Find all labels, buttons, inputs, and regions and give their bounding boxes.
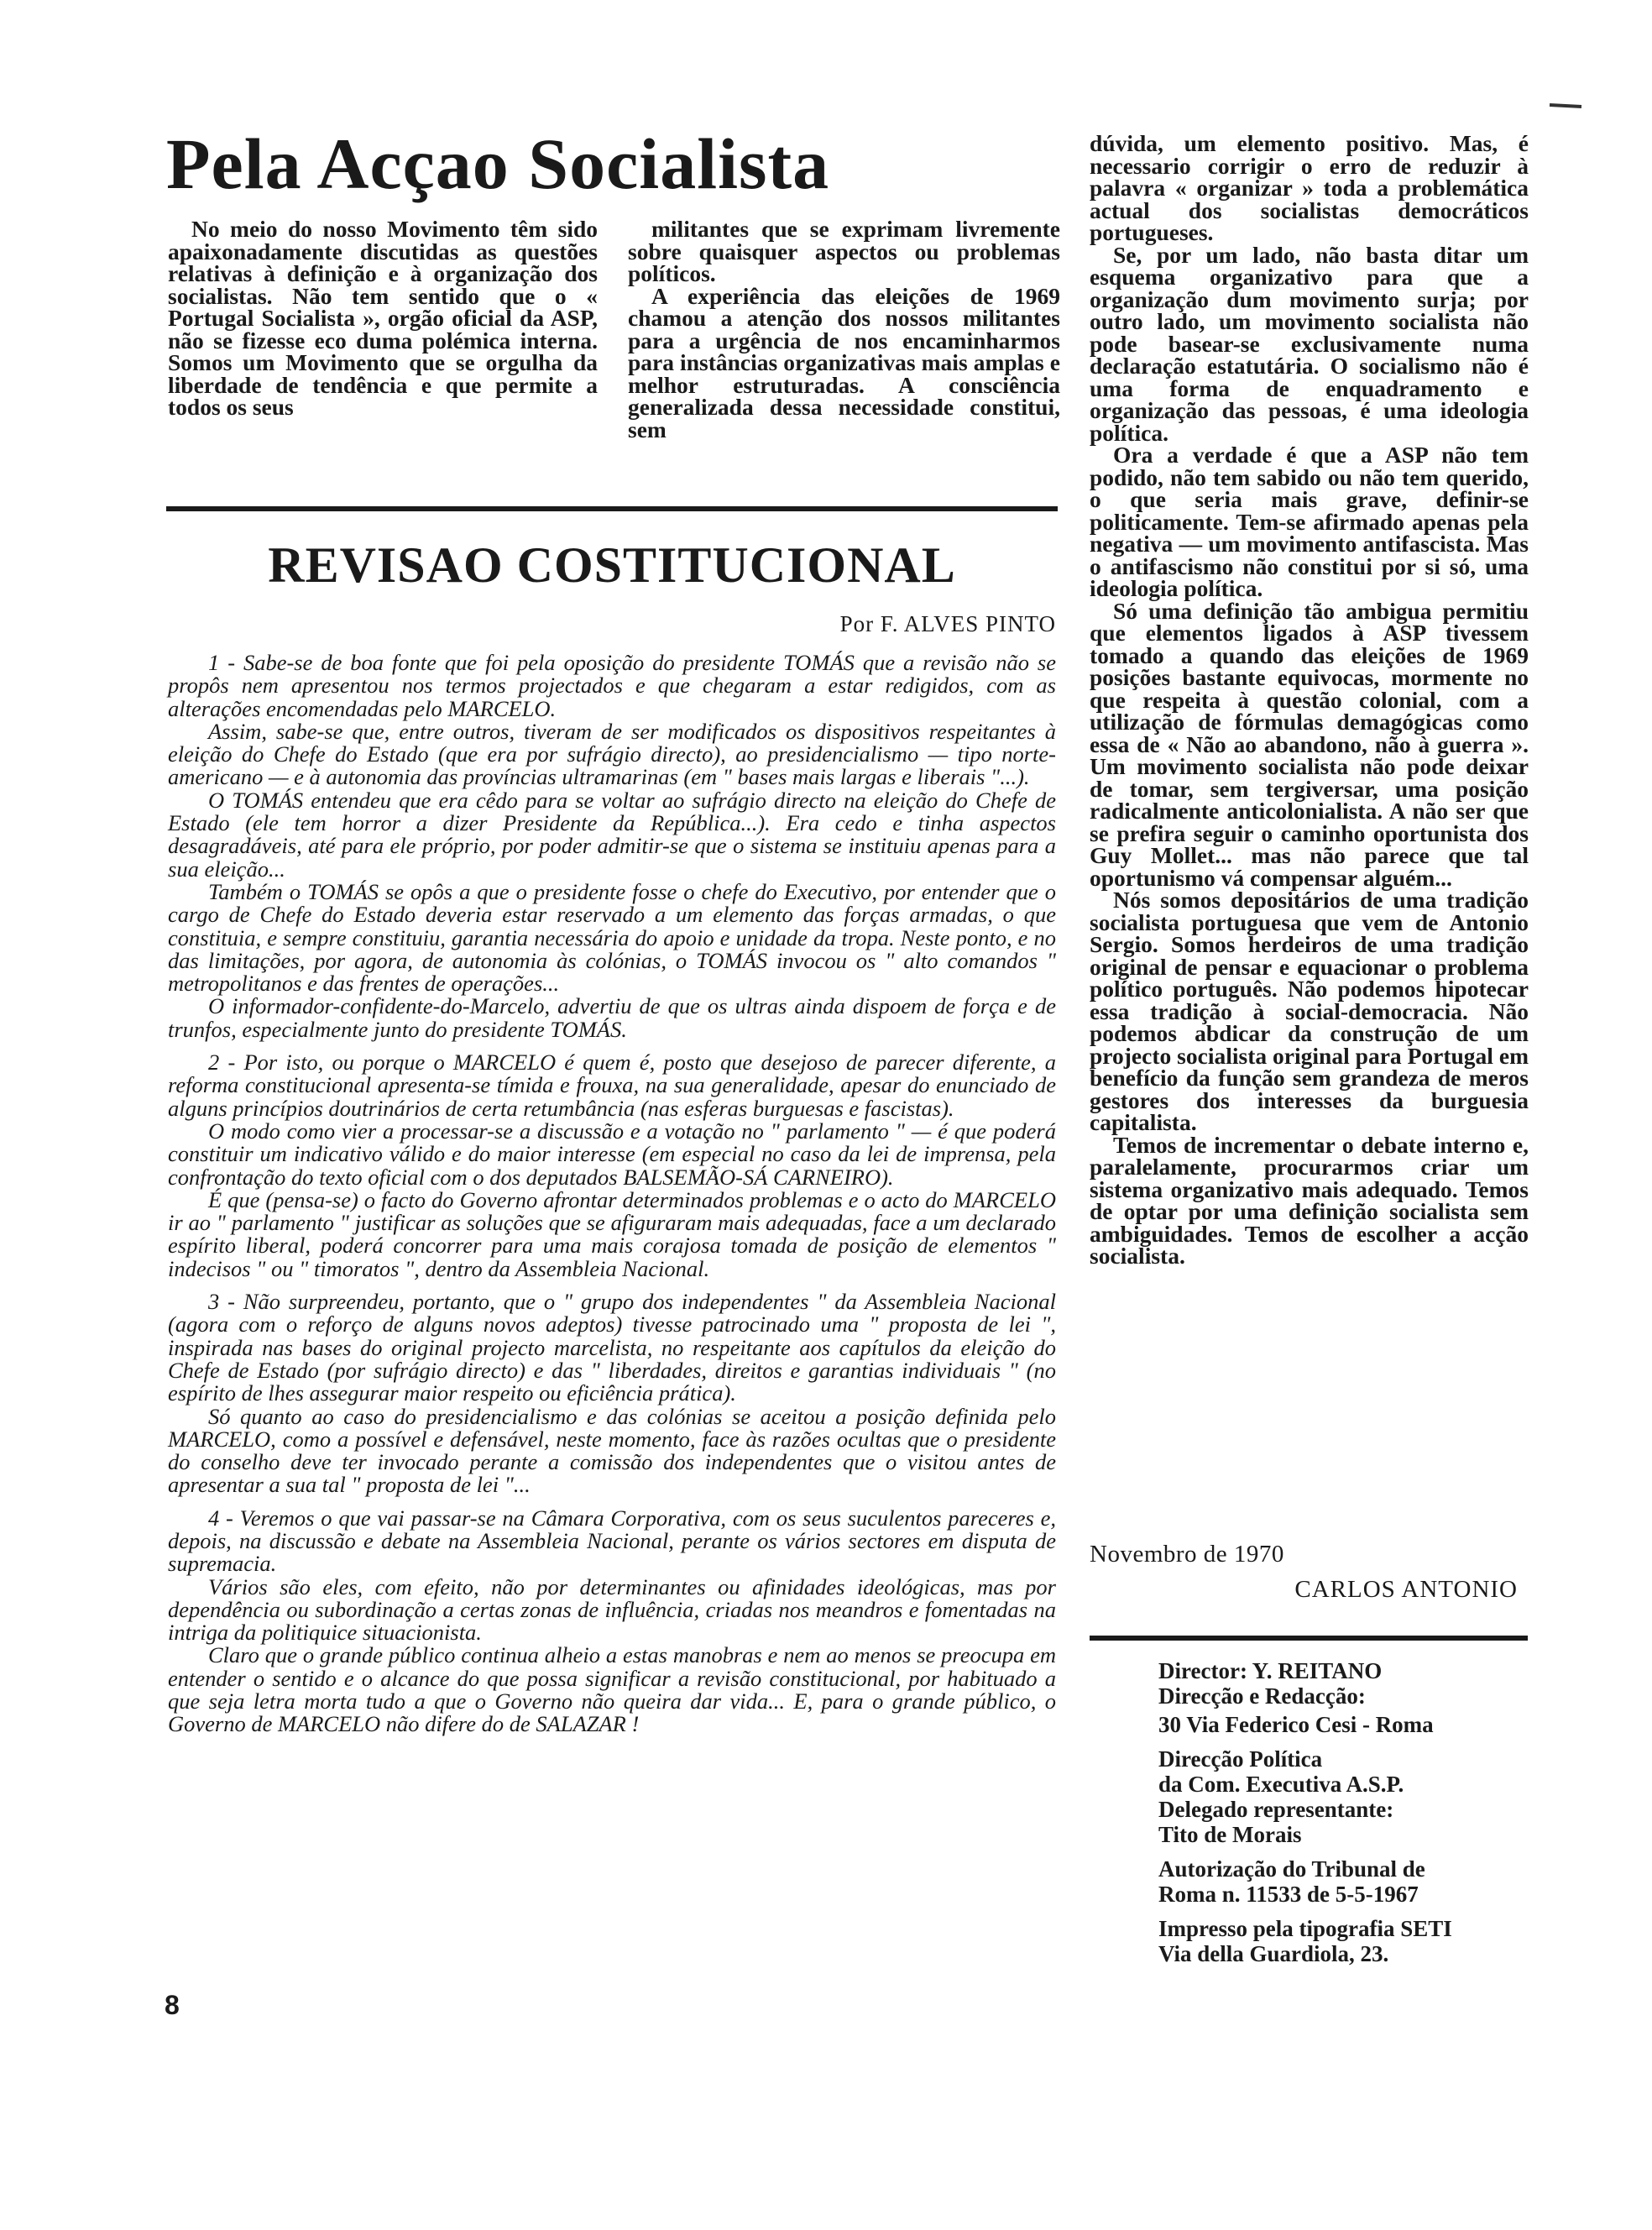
paragraph: Só uma definição tão ambigua permitiu que elementos ligados à ASP tivessem tomado a quando das eleições de 1969 posições bastante equivocas, mormente no que respeita à questão colonial, com a utilização de fórmulas demagógicas como essa de « Não ao abandono, não à guerra ». Um movimento socialista não pode deixar de tomar, sem tergiversar, uma posição radicalmente anticolonialista. A não ser que se prefira seguir o caminho oportunista dos Guy Mollet... mas não parece que tal oportunismo vá compensar alguém...: [1090, 597, 1529, 891]
masthead-politica: Direcção Política: [1158, 1746, 1323, 1772]
byline: Por F. ALVES PINTO: [839, 611, 1056, 636]
article-title-socialista: Pela Acçao Socialista: [166, 123, 830, 204]
paragraph: A experiência das eleições de 1969 chamou a atenção dos nossos militantes para a urgência de nos encaminharmos para instâncias organizativas mais amplas e melhor estruturadas. A consciência generalizada dessa necessidade constitui, sem: [628, 282, 1060, 442]
paragraph: Vários são eles, com efeito, não por determinantes ou afinidades ideológicas, mas por dependência ou subordinação a certas zonas de influência, criadas nos meandros e fomentadas na intriga da politiquice situacionista.: [168, 1573, 1056, 1646]
article-title-revisao: REVISAO COSTITUCIONAL: [268, 537, 956, 593]
paragraph: Só quanto ao caso do presidencialismo e das colónias se aceitou a posição definida pelo MARCELO, como a possível e defensável, neste momento, face às razões ocultas que o presidente do conselho deve ter invocado perante a comissão dos independentes que o visitou antes de apresentar a sua tal " proposta de lei "...: [168, 1403, 1056, 1498]
page-number: 8: [165, 1990, 180, 2020]
paragraph: É que (pensa-se) o facto do Governo afrontar determinados problemas e o acto do MARCELO ir ao " parlamento " justificar as soluções que se afiguraram mais adequadas, face a um declarado espírito liberal, poderá concorrer para uma mais corajosa tomada de posição de elementos " indecisos " ou " timoratos ", dentro da Assembleia Nacional.: [168, 1186, 1056, 1281]
masthead-delegado-name: Tito de Morais: [1158, 1822, 1302, 1847]
paragraph: dúvida, um elemento positivo. Mas, é necessario corrigir o erro de reduzir à palavra « organizar » toda a problemática actual dos socialistas democráticos portugueses.: [1090, 130, 1529, 245]
masthead-divider: [1090, 1636, 1528, 1641]
paragraph: 4 - Veremos o que vai passar-se na Câmara Corporativa, com os seus suculentos pareceres e, depois, na discussão e debate na Assembleia Nacional, perante os vários sectores em disputa de supremacia.: [168, 1505, 1056, 1577]
masthead-address: 30 Via Federico Cesi - Roma: [1158, 1712, 1434, 1737]
socialista-column-3: [1090, 130, 1529, 1269]
paragraph: militantes que se exprimam livremente sobre quaisquer aspectos ou problemas políticos.: [628, 216, 1060, 286]
masthead-autorizacao-2: Roma n. 11533 de 5-5-1967: [1158, 1882, 1419, 1907]
socialista-column-1: [168, 218, 598, 419]
masthead-impresso: Impresso pela tipografia SETI: [1158, 1916, 1452, 1941]
corner-mark: [1550, 103, 1581, 108]
paragraph: 3 - Não surpreendeu, portanto, que o " grupo dos independentes " da Assembleia Nacional (agora com o reforço de alguns novos adeptos) tivesse patrocinado uma " proposta de lei ", inspirada nas bases do original projecto marcelista, no respeitante aos capítulos da eleição do Chefe de Estado (por sufrágio directo) e das " liberdades, direitos e garantias individuais " (no espírito de lhes assegurar maior respeito ou eficiência prática).: [168, 1289, 1056, 1406]
paragraph: O TOMÁS entendeu que era cêdo para se voltar ao sufrágio directo na eleição do Chefe de Estado (ele tem horror a dizer Presidente da República...). Era cedo e tinha aspectos desagradáveis, até para ele próprio, por poder admitir-se que o sistema se instituiu apenas para a sua eleição...: [168, 787, 1056, 882]
paragraph: Nós somos depositários de uma tradição socialista portuguesa que vem de Antonio Sergio. Somos herdeiros de uma tradição original de pensar e equacionar o problema político português. Não podemos hipotecar essa tradição à social-democracia. Não podemos abdicar da construção de um projecto socialista original para Portugal em benefício da função sem grandeza de meros gestores dos interesses da burguesia capitalista.: [1090, 887, 1529, 1135]
revisao-body: [168, 652, 1056, 1736]
paragraph: Claro que o grande público continua alheio a estas manobras e nem ao menos se preocupa em entender o sentido e o alcance do que possa significar a revisão constitucional, por habituado a que seja letra morta tudo a que o Governo não queira dar vida... E, para o grande público, o Governo de MARCELO não difere do de SALAZAR !: [168, 1642, 1056, 1737]
paragraph: O modo como vier a processar-se a discussão e a votação no " parlamento " — é que poderá constituir um indicativo válido e do maior interesse (em especial no caso da lei de imprensa, pela confrontação do texto oficial com o dos deputados BALSEMÃO-SÁ CARNEIRO).: [168, 1118, 1056, 1190]
paragraph: Temos de incrementar o debate interno e, paralelamente, procurarmos criar um sistema organizativo mais adequado. Temos de optar por uma definição socialista sem ambiguidades. Temos de escolher a acção socialista.: [1090, 1131, 1529, 1269]
paragraph: Assim, sabe-se que, entre outros, tiveram de ser modificados os dispositivos respeitantes à eleição do Chefe do Estado (que era por sufrágio directo), ao presidencialismo — tipo norte-americano — e à autonomia das províncias ultramarinas (em " bases mais largas e liberais "...).: [168, 718, 1056, 790]
masthead-politica-2: da Com. Executiva A.S.P.: [1158, 1772, 1404, 1797]
author-signature: CARLOS ANTONIO: [1294, 1576, 1518, 1603]
paragraph: No meio do nosso Movimento têm sido apaixonadamente discutidas as questões relativas à definição e à organização dos socialistas. Não tem sentido que o « Portugal Socialista », orgão oficial da ASP, não se fizesse eco duma polémica interna. Somos um Movimento que se orgulha da liberdade de tendência e que permite a todos os seus: [168, 216, 598, 420]
socialista-column-2: [628, 218, 1060, 441]
masthead-delegado: Delegado representante:: [1158, 1797, 1394, 1822]
masthead-autorizacao: Autorização do Tribunal de: [1158, 1856, 1425, 1882]
masthead: [1158, 1658, 1528, 1966]
masthead-director: Director: Y. REITANO: [1158, 1658, 1383, 1683]
paragraph: 2 - Por isto, ou porque o MARCELO é quem é, posto que desejoso de parecer diferente, a reforma constitucional apresenta-se tímida e frouxa, na sua generalidade, apesar do enunciado de alguns princípios doutrinários de certa retumbância (nas esferas burguesas e fascistas).: [168, 1050, 1056, 1121]
paragraph: Também o TOMÁS se opôs a que o presidente fosse o chefe do Executivo, por entender que o cargo de Chefe do Estado deveria estar reservado a um elemento das forças armadas, o que constituia, e sempre constituiu, garantia necessária do apoio e unidade da tropa. Neste ponto, e no das limitações, por agora, de autonomia às colónias, o TOMÁS invocou os " alto comandos " metropolitanos e das frentes de operações...: [168, 878, 1056, 997]
section-divider: [166, 506, 1058, 511]
paragraph: Ora a verdade é que a ASP não tem podido, não tem sabido ou não tem querido, o que seria mais grave, definir-se politicamente. Tem-se afirmado apenas pela negativa — um movimento antifascista. Mas o antifascismo não constitui por si só, uma ideologia política.: [1090, 442, 1529, 601]
masthead-direccao-label: Direcção e Redacção:: [1158, 1683, 1366, 1709]
paragraph: 1 - Sabe-se de boa fonte que foi pela oposição do presidente TOMÁS que a revisão não se propôs nem apresentou nos termos projectados e que chegaram a estar redigidos, com as alterações encomendadas pelo MARCELO.: [168, 650, 1056, 721]
paragraph: Se, por um lado, não basta ditar um esquema organizativo para que a organização dum movimento surja; por outro lado, um movimento socialista não pode basear-se exclusivamente numa declaração estatutária. O socialismo não é uma forma de enquadramento e organização das pessoas, é uma ideologia política.: [1090, 241, 1529, 446]
masthead-impresso-2: Via della Guardiola, 23.: [1158, 1941, 1389, 1966]
article-date: Novembro de 1970: [1090, 1541, 1284, 1568]
paragraph: O informador-confidente-do-Marcelo, advertiu de que os ultras ainda dispoem de força e de trunfos, especialmente junto do presidente TOMÁS.: [168, 993, 1056, 1042]
